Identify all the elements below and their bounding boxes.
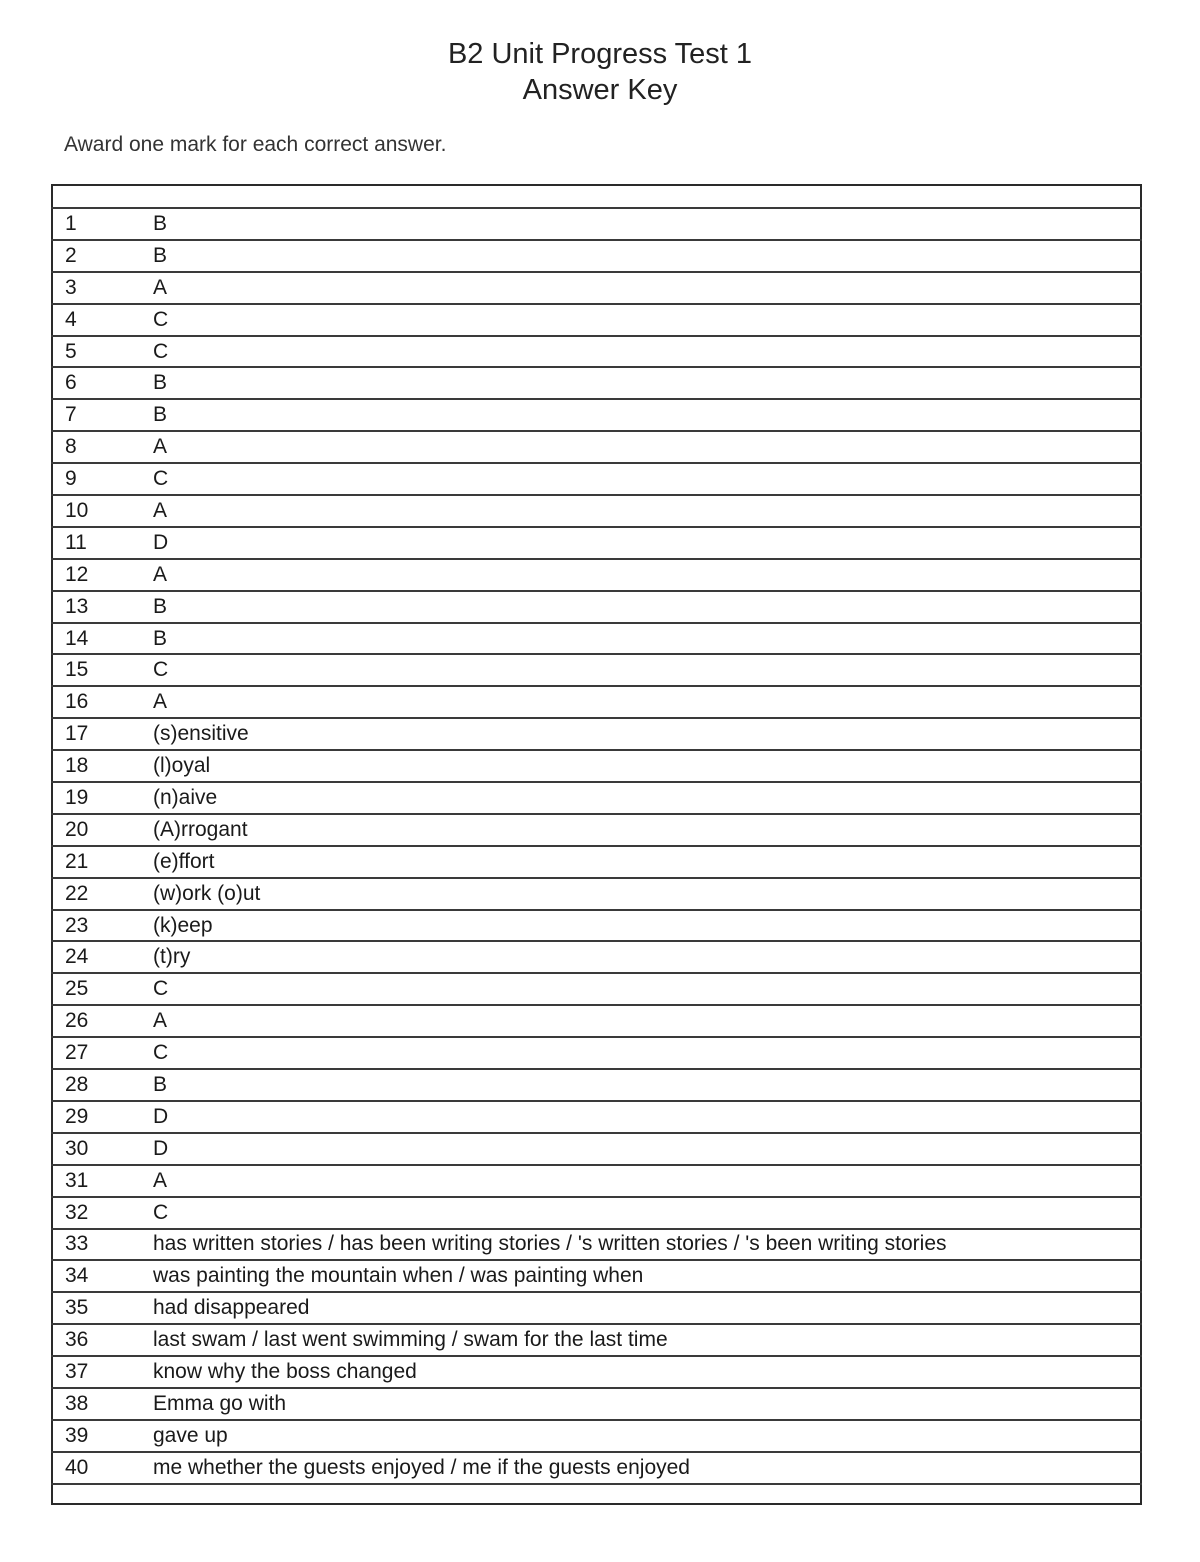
question-number: 31 xyxy=(52,1165,149,1197)
title-line-2: Answer Key xyxy=(522,74,678,106)
answer-text: A xyxy=(149,686,1141,718)
question-number: 20 xyxy=(52,814,149,846)
table-row xyxy=(52,399,1141,431)
question-number: 19 xyxy=(52,782,149,814)
table-row xyxy=(52,208,1141,240)
answer-text: (n)aive xyxy=(149,782,1141,814)
answer-text: A xyxy=(149,559,1141,591)
table-row xyxy=(52,878,1141,910)
answer-text: has written stories / has been writing stories / 's written stories / 's been writing stories xyxy=(149,1229,1141,1261)
title-line-1: B2 Unit Progress Test 1 xyxy=(447,38,753,70)
question-number: 5 xyxy=(52,336,149,368)
question-number: 32 xyxy=(52,1197,149,1229)
question-number: 3 xyxy=(52,272,149,304)
question-number: 28 xyxy=(52,1069,149,1101)
answer-key-table xyxy=(51,184,1142,1505)
table-row xyxy=(52,686,1141,718)
question-number: 1 xyxy=(52,208,149,240)
table-row xyxy=(52,1292,1141,1324)
question-number: 7 xyxy=(52,399,149,431)
question-number: 22 xyxy=(52,878,149,910)
question-number: 38 xyxy=(52,1388,149,1420)
answer-text: C xyxy=(149,1037,1141,1069)
question-number: 35 xyxy=(52,1292,149,1324)
table-row xyxy=(52,1452,1141,1484)
question-number: 15 xyxy=(52,654,149,686)
question-number: 37 xyxy=(52,1356,149,1388)
answer-text: B xyxy=(149,591,1141,623)
question-number: 23 xyxy=(52,910,149,942)
table-row xyxy=(52,1229,1141,1261)
answer-text: B xyxy=(149,399,1141,431)
question-number: 34 xyxy=(52,1260,149,1292)
table-row xyxy=(52,718,1141,750)
table-row xyxy=(52,304,1141,336)
table-row xyxy=(52,1324,1141,1356)
answer-text: (l)oyal xyxy=(149,750,1141,782)
table-row xyxy=(52,1069,1141,1101)
table-row xyxy=(52,591,1141,623)
table-row xyxy=(52,623,1141,655)
table-row xyxy=(52,750,1141,782)
table-row xyxy=(52,1101,1141,1133)
answer-text: gave up xyxy=(149,1420,1141,1452)
answer-text: D xyxy=(149,527,1141,559)
table-row xyxy=(52,272,1141,304)
answer-text: me whether the guests enjoyed / me if the guests enjoyed xyxy=(149,1452,1141,1484)
table-row xyxy=(52,782,1141,814)
question-number: 12 xyxy=(52,559,149,591)
answer-text: last swam / last went swimming / swam for the last time xyxy=(149,1324,1141,1356)
answer-text: C xyxy=(149,463,1141,495)
answer-text: C xyxy=(149,336,1141,368)
table-row xyxy=(52,814,1141,846)
question-number: 9 xyxy=(52,463,149,495)
question-number: 18 xyxy=(52,750,149,782)
answer-text: know why the boss changed xyxy=(149,1356,1141,1388)
answer-key-body xyxy=(52,185,1141,1504)
answer-text: A xyxy=(149,495,1141,527)
question-number: 8 xyxy=(52,431,149,463)
question-number: 17 xyxy=(52,718,149,750)
question-number: 29 xyxy=(52,1101,149,1133)
table-row xyxy=(52,1420,1141,1452)
answer-text: (t)ry xyxy=(149,941,1141,973)
answer-text: (A)rrogant xyxy=(149,814,1141,846)
table-row xyxy=(52,1037,1141,1069)
question-number: 27 xyxy=(52,1037,149,1069)
table-row xyxy=(52,431,1141,463)
answer-text: Emma go with xyxy=(149,1388,1141,1420)
question-number: 39 xyxy=(52,1420,149,1452)
question-number: 21 xyxy=(52,846,149,878)
table-row xyxy=(52,495,1141,527)
table-row xyxy=(52,1133,1141,1165)
instruction-text: Award one mark for each correct answer. xyxy=(64,133,447,156)
answer-text: A xyxy=(149,1005,1141,1037)
answer-text: was painting the mountain when / was painting when xyxy=(149,1260,1141,1292)
answer-text: D xyxy=(149,1101,1141,1133)
answer-text: (w)ork (o)ut xyxy=(149,878,1141,910)
question-number: 4 xyxy=(52,304,149,336)
table-row xyxy=(52,910,1141,942)
question-number: 11 xyxy=(52,527,149,559)
answer-text: D xyxy=(149,1133,1141,1165)
answer-text: had disappeared xyxy=(149,1292,1141,1324)
table-row xyxy=(52,1005,1141,1037)
table-row xyxy=(52,1356,1141,1388)
answer-text: C xyxy=(149,973,1141,1005)
answer-text: A xyxy=(149,272,1141,304)
answer-text: A xyxy=(149,431,1141,463)
table-row xyxy=(52,1165,1141,1197)
question-number: 36 xyxy=(52,1324,149,1356)
question-number: 26 xyxy=(52,1005,149,1037)
table-row xyxy=(52,367,1141,399)
question-number: 16 xyxy=(52,686,149,718)
question-number: 6 xyxy=(52,367,149,399)
table-row xyxy=(52,846,1141,878)
answer-text: A xyxy=(149,1165,1141,1197)
answer-text: C xyxy=(149,1197,1141,1229)
table-row xyxy=(52,1260,1141,1292)
question-number: 30 xyxy=(52,1133,149,1165)
question-number: 14 xyxy=(52,623,149,655)
question-number: 24 xyxy=(52,941,149,973)
table-row xyxy=(52,240,1141,272)
answer-text: C xyxy=(149,304,1141,336)
document-title xyxy=(0,36,1200,108)
question-number: 2 xyxy=(52,240,149,272)
answer-text: B xyxy=(149,208,1141,240)
table-row xyxy=(52,654,1141,686)
question-number: 33 xyxy=(52,1229,149,1261)
table-row xyxy=(52,559,1141,591)
table-row xyxy=(52,463,1141,495)
question-number: 13 xyxy=(52,591,149,623)
question-number: 40 xyxy=(52,1452,149,1484)
answer-text: B xyxy=(149,1069,1141,1101)
table-row xyxy=(52,1197,1141,1229)
table-spacer-bottom xyxy=(52,1484,1141,1504)
table-row xyxy=(52,336,1141,368)
question-number: 25 xyxy=(52,973,149,1005)
answer-text: (s)ensitive xyxy=(149,718,1141,750)
answer-text: (e)ffort xyxy=(149,846,1141,878)
answer-text: B xyxy=(149,623,1141,655)
table-row xyxy=(52,941,1141,973)
table-row xyxy=(52,973,1141,1005)
answer-text: B xyxy=(149,240,1141,272)
answer-text: C xyxy=(149,654,1141,686)
answer-text: B xyxy=(149,367,1141,399)
answer-text: (k)eep xyxy=(149,910,1141,942)
table-row xyxy=(52,527,1141,559)
table-row xyxy=(52,1388,1141,1420)
question-number: 10 xyxy=(52,495,149,527)
table-spacer-top xyxy=(52,185,1141,208)
